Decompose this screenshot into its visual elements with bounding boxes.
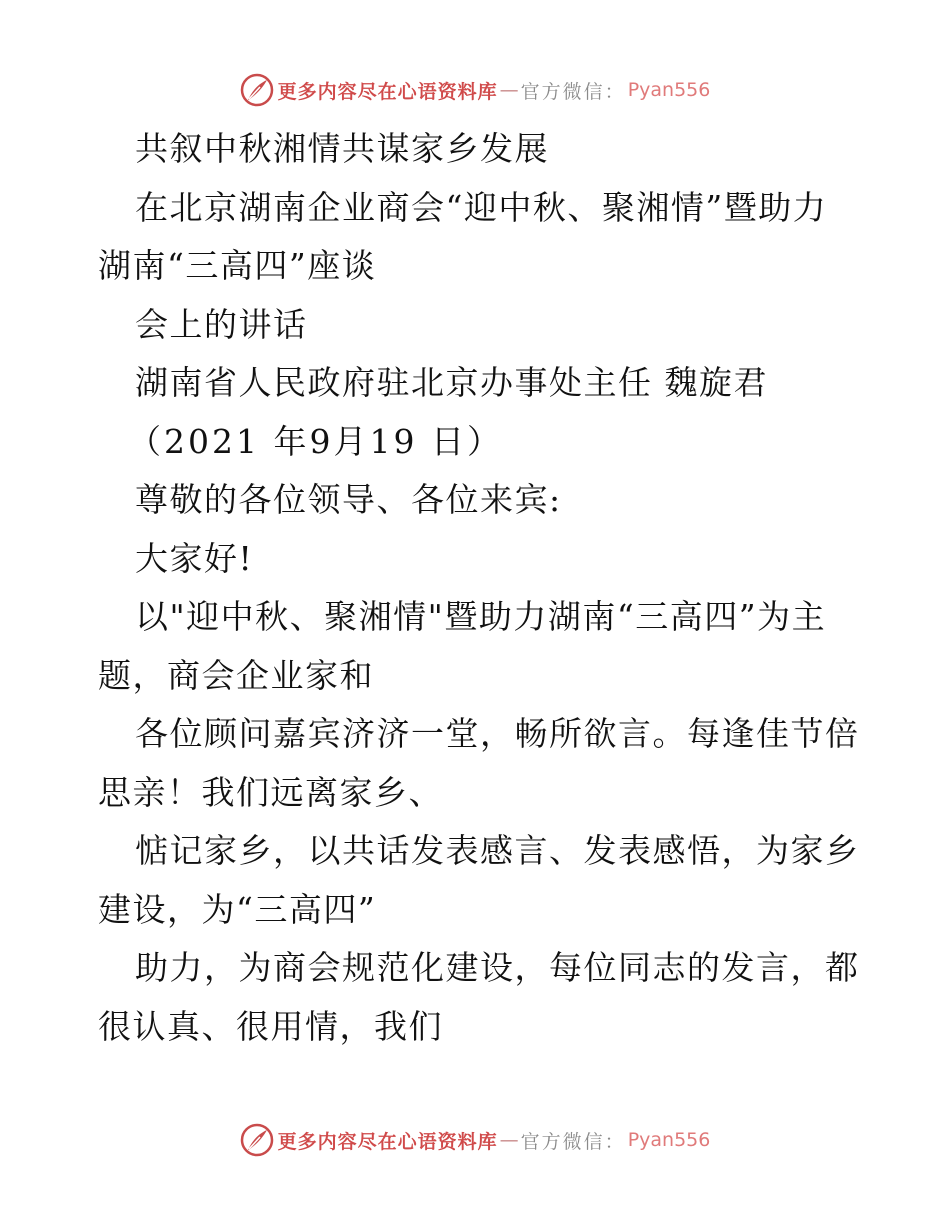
watermark-brand-text: 更多内容尽在心语资料库 [277, 80, 498, 103]
paragraph-line: 很认真、很用情，我们 [98, 1006, 443, 1046]
feather-pen-logo-icon [240, 1123, 274, 1157]
watermark-wechat-id: Pyan556 [627, 79, 711, 101]
header-watermark [0, 70, 950, 110]
document-subtitle-line-2: 湖南“三高四”座谈 [98, 246, 377, 285]
document-greeting: 大家好! [135, 538, 254, 578]
document-subtitle-line-1: 在北京湖南企业商会“迎中秋、聚湘情”暨助力 [135, 187, 828, 227]
feather-pen-logo-icon [240, 73, 274, 107]
watermark-dash: — [499, 1129, 519, 1151]
watermark-official-label: 官方微信： [520, 1130, 626, 1153]
document-salutation: 尊敬的各位领导、各位来宾: [135, 480, 562, 519]
watermark-official-label: 官方微信： [520, 80, 626, 103]
watermark-wechat-id: Pyan556 [627, 1129, 711, 1151]
document-subtitle-line-3: 会上的讲话 [135, 304, 308, 344]
paragraph-line: 各位顾问嘉宾济济一堂，畅所欲言。每逢佳节倍 [135, 714, 860, 753]
watermark-brand-text: 更多内容尽在心语资料库 [277, 1130, 498, 1153]
document-date: （2021 年9月19 日） [128, 421, 503, 461]
footer-watermark [0, 1120, 950, 1160]
paragraph-line: 题，商会企业家和 [98, 655, 374, 695]
document-title: 共叙中秋湘情共谋家乡发展 [135, 129, 549, 168]
paragraph-line: 建设，为“三高四” [98, 889, 377, 929]
document-body [98, 120, 858, 1056]
document-author: 湖南省人民政府驻北京办事处主任 魏旋君 [135, 363, 768, 402]
paragraph-line: 以"迎中秋、聚湘情"暨助力湖南“三高四”为主 [135, 597, 827, 636]
watermark-dash: — [499, 79, 519, 101]
paragraph-line: 思亲！我们远离家乡、 [98, 772, 443, 812]
paragraph-line: 助力，为商会规范化建设，每位同志的发言，都 [135, 948, 860, 987]
paragraph-line: 惦记家乡，以共话发表感言、发表感悟，为家乡 [135, 831, 860, 870]
